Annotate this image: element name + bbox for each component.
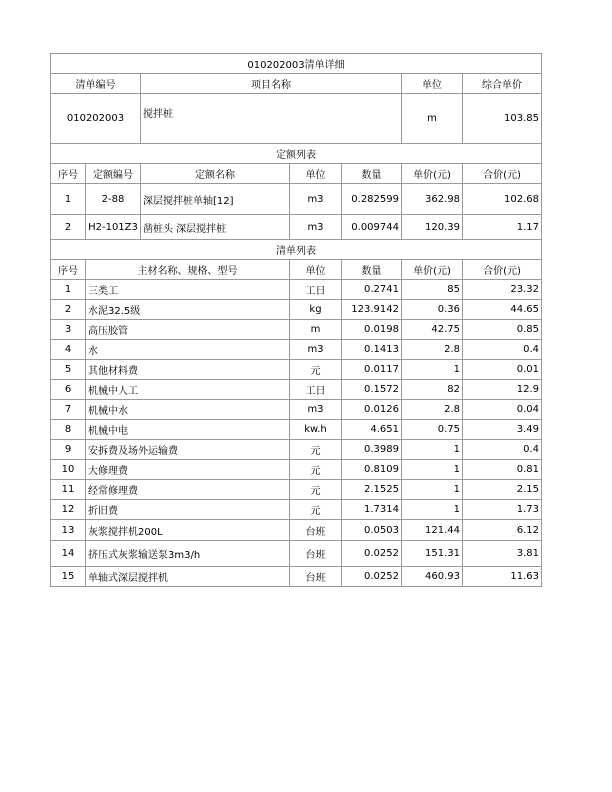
- list-unit: m: [290, 320, 342, 340]
- title-row: [51, 54, 542, 74]
- quota-header-qty: 数量: [342, 164, 402, 184]
- list-seq: 14: [51, 541, 86, 567]
- header-row: [51, 74, 542, 94]
- list-total: 11.63: [463, 567, 542, 587]
- list-qty: 0.1572: [342, 380, 402, 400]
- list-header-total: 合价(元): [463, 260, 542, 280]
- list-seq: 7: [51, 400, 86, 420]
- list-name: 挤压式灰浆输送泵3m3/h: [86, 541, 290, 567]
- list-price: 121.44: [402, 520, 463, 541]
- list-header-row: [51, 260, 542, 280]
- list-price: 0.75: [402, 420, 463, 440]
- quota-qty: 0.009744: [342, 215, 402, 240]
- list-total: 1.73: [463, 500, 542, 520]
- list-total: 44.65: [463, 300, 542, 320]
- list-total: 0.01: [463, 360, 542, 380]
- list-qty: 0.0252: [342, 567, 402, 587]
- list-row: [51, 500, 542, 520]
- list-row: [51, 541, 542, 567]
- list-price: 1: [402, 480, 463, 500]
- list-qty: 4.651: [342, 420, 402, 440]
- list-name: 折旧费: [86, 500, 290, 520]
- list-seq: 3: [51, 320, 86, 340]
- quota-header-row: [51, 164, 542, 184]
- list-price: 85: [402, 280, 463, 300]
- list-price: 2.8: [402, 340, 463, 360]
- quota-price: 120.39: [402, 215, 463, 240]
- list-name: 水泥32.5级: [86, 300, 290, 320]
- list-total: 3.49: [463, 420, 542, 440]
- list-qty: 0.1413: [342, 340, 402, 360]
- list-seq: 9: [51, 440, 86, 460]
- list-price: 1: [402, 460, 463, 480]
- quota-unit: m3: [290, 184, 342, 215]
- header-unit: 单位: [402, 74, 463, 94]
- list-seq: 10: [51, 460, 86, 480]
- list-name: 高压胶管: [86, 320, 290, 340]
- list-qty: 0.0503: [342, 520, 402, 541]
- list-price: 0.36: [402, 300, 463, 320]
- list-qty: 0.0252: [342, 541, 402, 567]
- quota-header-total: 合价(元): [463, 164, 542, 184]
- list-unit: 元: [290, 360, 342, 380]
- list-header-qty: 数量: [342, 260, 402, 280]
- list-qty: 123.9142: [342, 300, 402, 320]
- list-unit: 工日: [290, 380, 342, 400]
- bill-detail-table: [50, 53, 542, 587]
- quota-price: 362.98: [402, 184, 463, 215]
- list-row: [51, 320, 542, 340]
- list-title-row: [51, 240, 542, 260]
- list-qty: 0.3989: [342, 440, 402, 460]
- list-qty: 0.8109: [342, 460, 402, 480]
- list-name: 三类工: [86, 280, 290, 300]
- list-qty: 1.7314: [342, 500, 402, 520]
- quota-header-unit: 单位: [290, 164, 342, 184]
- list-seq: 4: [51, 340, 86, 360]
- quota-total: 1.17: [463, 215, 542, 240]
- list-header-name: 主材名称、规格、型号: [86, 260, 290, 280]
- list-unit: 台班: [290, 541, 342, 567]
- quota-section-title: 定额列表: [51, 144, 542, 164]
- list-qty: 0.0198: [342, 320, 402, 340]
- list-seq: 6: [51, 380, 86, 400]
- list-name: 机械中水: [86, 400, 290, 420]
- list-row: [51, 567, 542, 587]
- list-unit: kg: [290, 300, 342, 320]
- list-row: [51, 440, 542, 460]
- list-seq: 2: [51, 300, 86, 320]
- list-seq: 11: [51, 480, 86, 500]
- table-title: 010202003清单详细: [51, 54, 542, 74]
- item-unit: m: [402, 94, 463, 144]
- list-unit: m3: [290, 340, 342, 360]
- list-name: 机械中电: [86, 420, 290, 440]
- list-total: 0.4: [463, 440, 542, 460]
- list-unit: 元: [290, 480, 342, 500]
- quota-name: 凿桩头 深层搅拌桩: [141, 215, 290, 240]
- list-unit: m3: [290, 400, 342, 420]
- list-row: [51, 300, 542, 320]
- item-price: 103.85: [463, 94, 542, 144]
- list-unit: 台班: [290, 567, 342, 587]
- list-row: [51, 280, 542, 300]
- quota-header-code: 定额编号: [86, 164, 141, 184]
- list-row: [51, 340, 542, 360]
- list-header-price: 单价(元): [402, 260, 463, 280]
- item-name: 搅拌桩: [141, 94, 402, 144]
- list-price: 460.93: [402, 567, 463, 587]
- list-total: 6.12: [463, 520, 542, 541]
- item-row: [51, 94, 542, 144]
- list-name: 其他材料费: [86, 360, 290, 380]
- list-row: [51, 400, 542, 420]
- list-name: 单轴式深层搅拌机: [86, 567, 290, 587]
- list-total: 12.9: [463, 380, 542, 400]
- list-total: 0.85: [463, 320, 542, 340]
- quota-seq: 1: [51, 184, 86, 215]
- list-seq: 13: [51, 520, 86, 541]
- list-qty: 2.1525: [342, 480, 402, 500]
- header-price: 综合单价: [463, 74, 542, 94]
- list-total: 0.81: [463, 460, 542, 480]
- list-unit: 元: [290, 460, 342, 480]
- quota-seq: 2: [51, 215, 86, 240]
- quota-header-price: 单价(元): [402, 164, 463, 184]
- list-unit: 元: [290, 440, 342, 460]
- quota-code: 2-88: [86, 184, 141, 215]
- list-name: 经常修理费: [86, 480, 290, 500]
- list-seq: 12: [51, 500, 86, 520]
- list-price: 82: [402, 380, 463, 400]
- quota-header-seq: 序号: [51, 164, 86, 184]
- quota-header-name: 定额名称: [141, 164, 290, 184]
- header-name: 项目名称: [141, 74, 402, 94]
- list-price: 42.75: [402, 320, 463, 340]
- list-row: [51, 360, 542, 380]
- list-name: 安拆费及场外运输费: [86, 440, 290, 460]
- quota-qty: 0.282599: [342, 184, 402, 215]
- list-price: 1: [402, 440, 463, 460]
- list-unit: kw.h: [290, 420, 342, 440]
- list-price: 151.31: [402, 541, 463, 567]
- list-total: 0.04: [463, 400, 542, 420]
- list-qty: 0.2741: [342, 280, 402, 300]
- list-name: 灰浆搅拌机200L: [86, 520, 290, 541]
- list-name: 大修理费: [86, 460, 290, 480]
- list-unit: 工日: [290, 280, 342, 300]
- list-row: [51, 380, 542, 400]
- list-row: [51, 460, 542, 480]
- quota-total: 102.68: [463, 184, 542, 215]
- list-price: 1: [402, 360, 463, 380]
- list-unit: 元: [290, 500, 342, 520]
- list-header-seq: 序号: [51, 260, 86, 280]
- list-qty: 0.0126: [342, 400, 402, 420]
- list-total: 0.4: [463, 340, 542, 360]
- item-code: 010202003: [51, 94, 141, 144]
- quota-title-row: [51, 144, 542, 164]
- list-total: 23.32: [463, 280, 542, 300]
- list-row: [51, 480, 542, 500]
- list-section-title: 清单列表: [51, 240, 542, 260]
- list-row: [51, 520, 542, 541]
- list-price: 1: [402, 500, 463, 520]
- list-seq: 15: [51, 567, 86, 587]
- list-seq: 5: [51, 360, 86, 380]
- list-qty: 0.0117: [342, 360, 402, 380]
- list-seq: 1: [51, 280, 86, 300]
- header-code: 清单编号: [51, 74, 141, 94]
- list-name: 水: [86, 340, 290, 360]
- list-unit: 台班: [290, 520, 342, 541]
- list-header-unit: 单位: [290, 260, 342, 280]
- quota-code: H2-101Z3: [86, 215, 141, 240]
- list-total: 2.15: [463, 480, 542, 500]
- list-seq: 8: [51, 420, 86, 440]
- list-name: 机械中人工: [86, 380, 290, 400]
- list-total: 3.81: [463, 541, 542, 567]
- quota-row: [51, 184, 542, 215]
- quota-unit: m3: [290, 215, 342, 240]
- quota-row: [51, 215, 542, 240]
- quota-name: 深层搅拌桩单轴[12]: [141, 184, 290, 215]
- list-row: [51, 420, 542, 440]
- list-price: 2.8: [402, 400, 463, 420]
